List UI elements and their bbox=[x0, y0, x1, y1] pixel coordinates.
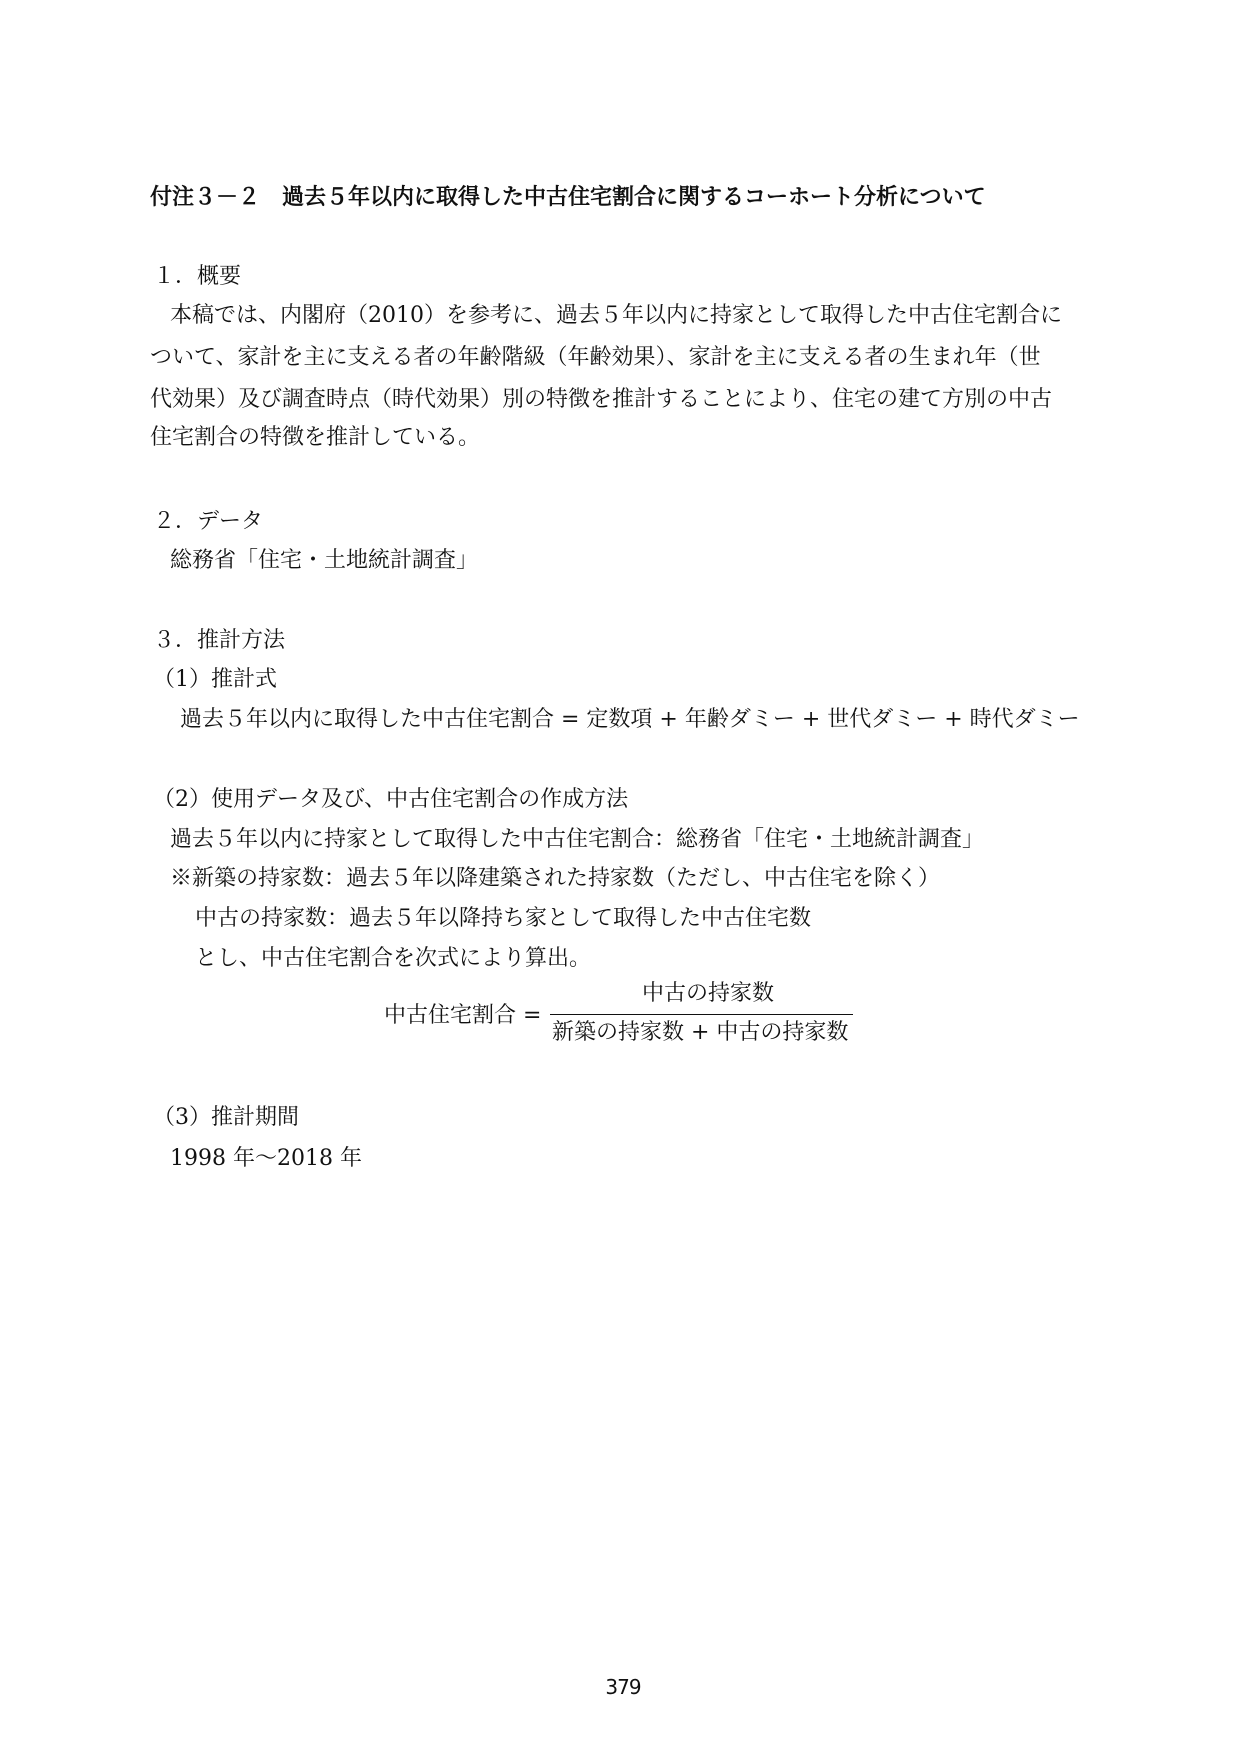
section-2-heading: ２．データ bbox=[153, 509, 264, 534]
section-3-heading: ３．推計方法 bbox=[153, 628, 286, 653]
fraction-lhs: 中古住宅割合 = bbox=[384, 1003, 542, 1028]
subsection-2-line-2: ※新築の持家数：過去５年以降建築された持家数（ただし、中古住宅を除く） bbox=[170, 866, 941, 891]
section-1-line-3: 代効果）及び調査時点（時代効果）別の特徴を推計することにより、住宅の建て方別の中古 bbox=[150, 387, 1053, 412]
fraction-numerator: 中古の持家数 bbox=[642, 981, 775, 1006]
subsection-2-line-3: 中古の持家数：過去５年以降持ち家として取得した中古住宅数 bbox=[195, 906, 812, 931]
estimation-formula: 過去５年以内に取得した中古住宅割合 = 定数項 + 年齢ダミー + 世代ダミー + 時代ダミー bbox=[180, 707, 1080, 732]
page-number: 379 bbox=[605, 1675, 641, 1699]
fraction-bar bbox=[550, 1014, 853, 1015]
fraction-denominator: 新築の持家数 + 中古の持家数 bbox=[552, 1020, 849, 1045]
page-title: 付注３－２ 過去５年以内に取得した中古住宅割合に関するコーホート分析について bbox=[150, 185, 986, 210]
section-1-line-2: ついて、家計を主に支える者の年齢階級（年齢効果）、家計を主に支える者の生まれ年（世 bbox=[150, 345, 1041, 370]
section-1-line-4: 住宅割合の特徴を推計している。 bbox=[150, 425, 481, 450]
estimation-period: 1998 年～2018 年 bbox=[170, 1146, 362, 1171]
section-2-text: 総務省「住宅・土地統計調査」 bbox=[170, 548, 479, 573]
subsection-3-heading: （3）推計期間 bbox=[153, 1105, 299, 1130]
share-fraction bbox=[384, 980, 904, 1050]
subsection-2-line-1: 過去５年以内に持家として取得した中古住宅割合：総務省「住宅・土地統計調査」 bbox=[170, 827, 985, 852]
section-1-heading: １．概要 bbox=[153, 264, 242, 289]
section-1-line-1: 本稿では、内閣府（2010）を参考に、過去５年以内に持家として取得した中古住宅割合に bbox=[170, 303, 1062, 328]
subsection-2-heading: （2）使用データ及び、中古住宅割合の作成方法 bbox=[153, 787, 629, 812]
subsection-1-heading: （1）推計式 bbox=[153, 667, 277, 692]
subsection-2-line-4: とし、中古住宅割合を次式により算出。 bbox=[195, 946, 592, 971]
